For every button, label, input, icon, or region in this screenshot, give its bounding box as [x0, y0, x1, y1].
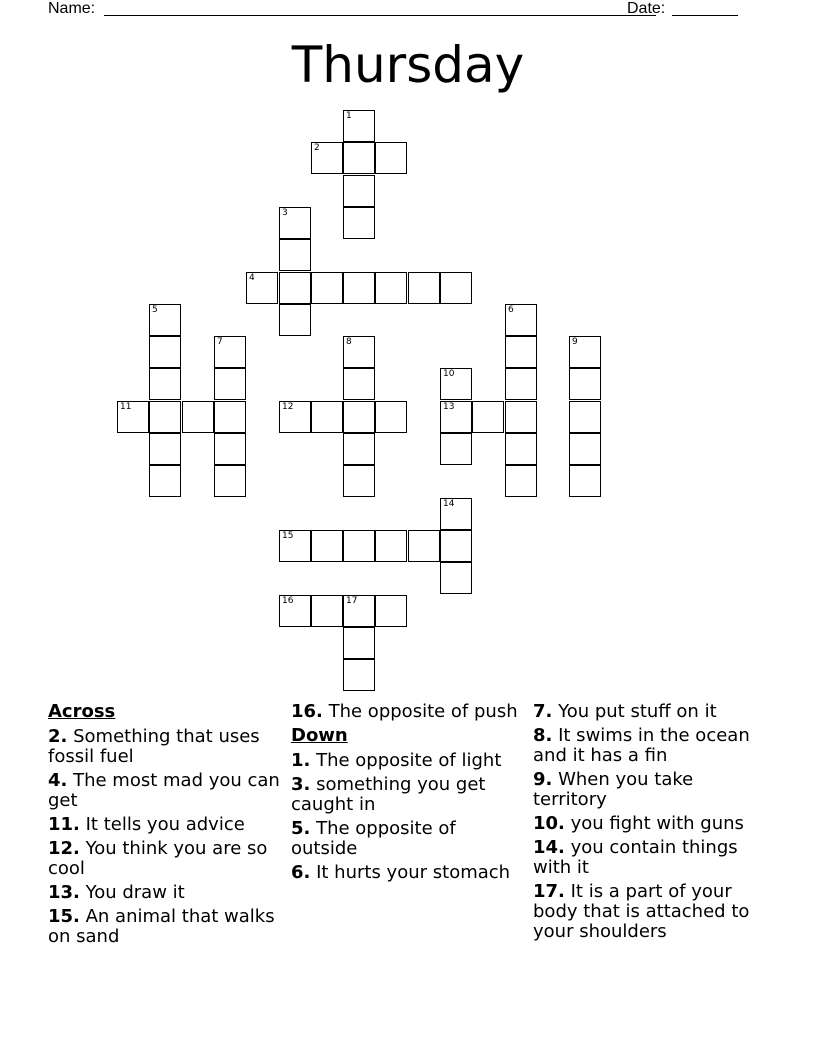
crossword-cell[interactable]: [311, 595, 343, 627]
clue-item: [291, 819, 523, 859]
down-clue-list: [291, 751, 523, 883]
clue-number: 9.: [533, 769, 553, 790]
cell-number: 3: [282, 208, 288, 218]
clue-text: It is a part of your body that is attached to your shoulders: [533, 881, 750, 942]
clue-text: It swims in the ocean and it has a fin: [533, 725, 750, 766]
crossword-cell[interactable]: [149, 465, 181, 497]
crossword-cell[interactable]: [279, 304, 311, 336]
crossword-cell[interactable]: [569, 336, 601, 368]
clue-item: [48, 839, 280, 879]
crossword-cell[interactable]: [505, 336, 537, 368]
crossword-cell[interactable]: [440, 433, 472, 465]
crossword-cell[interactable]: [375, 272, 407, 304]
cell-number: 5: [152, 305, 158, 315]
crossword-cell[interactable]: [279, 239, 311, 271]
crossword-cell[interactable]: [375, 142, 407, 174]
crossword-cell[interactable]: [343, 175, 375, 207]
crossword-cell[interactable]: [182, 401, 214, 433]
crossword-cell[interactable]: [311, 530, 343, 562]
clue-text: An animal that walks on sand: [48, 906, 275, 947]
clue-text: you fight with guns: [564, 813, 744, 834]
cell-number: 6: [508, 305, 514, 315]
clue-item: [533, 726, 765, 766]
crossword-cell[interactable]: [149, 401, 181, 433]
crossword-cell[interactable]: [569, 433, 601, 465]
crossword-cell[interactable]: [408, 272, 440, 304]
crossword-cell[interactable]: [440, 498, 472, 530]
clue-text: It tells you advice: [79, 814, 245, 835]
cell-number: 16: [282, 596, 294, 606]
crossword-cell[interactable]: [343, 465, 375, 497]
clue-number: 6.: [291, 862, 311, 883]
crossword-cell[interactable]: [311, 272, 343, 304]
crossword-cell[interactable]: [343, 110, 375, 142]
crossword-cell[interactable]: [343, 595, 375, 627]
clue-text: When you take territory: [533, 769, 694, 810]
down-clue-list-continued: [533, 702, 765, 942]
crossword-cell[interactable]: [343, 142, 375, 174]
cell-number: 9: [572, 337, 578, 347]
crossword-cell[interactable]: [440, 368, 472, 400]
clue-text: It hurts your stomach: [310, 862, 511, 883]
clue-number: 10.: [533, 813, 565, 834]
cell-number: 8: [346, 337, 352, 347]
clue-item: [533, 882, 765, 942]
crossword-cell[interactable]: [343, 530, 375, 562]
cell-number: 2: [314, 143, 320, 153]
crossword-cell[interactable]: [505, 465, 537, 497]
crossword-cell[interactable]: [311, 142, 343, 174]
clue-item: [48, 907, 280, 947]
clues-column-3: [533, 702, 765, 946]
crossword-cell[interactable]: [279, 272, 311, 304]
clues-column-2: [291, 702, 523, 887]
clue-item: [48, 771, 280, 811]
crossword-cell[interactable]: [214, 433, 246, 465]
crossword-cell[interactable]: [569, 401, 601, 433]
clue-number: 3.: [291, 774, 311, 795]
crossword-cell[interactable]: [505, 368, 537, 400]
crossword-cell[interactable]: [343, 368, 375, 400]
crossword-cell[interactable]: [149, 336, 181, 368]
crossword-cell[interactable]: [440, 530, 472, 562]
crossword-cell[interactable]: [279, 530, 311, 562]
crossword-cell[interactable]: [505, 401, 537, 433]
crossword-cell[interactable]: [279, 595, 311, 627]
across-heading: Across: [48, 701, 116, 722]
page-title: Thursday: [291, 36, 525, 94]
cell-number: 12: [282, 402, 294, 412]
clue-item: [48, 727, 280, 767]
cell-number: 1: [346, 111, 352, 121]
cell-number: 15: [282, 531, 294, 541]
crossword-cell[interactable]: [343, 336, 375, 368]
clue-item: [291, 775, 523, 815]
clue-item: [48, 883, 280, 903]
crossword-cell[interactable]: [279, 207, 311, 239]
clue-item: [48, 815, 280, 835]
clue-number: 17.: [533, 881, 565, 902]
crossword-cell[interactable]: [440, 272, 472, 304]
clue-number: 4.: [48, 770, 68, 791]
across-clue-list-continued: [291, 702, 523, 722]
clue-item: [533, 814, 765, 834]
cell-number: 11: [120, 402, 132, 412]
crossword-cell[interactable]: [149, 368, 181, 400]
crossword-cell[interactable]: [569, 368, 601, 400]
clue-item: [533, 770, 765, 810]
crossword-cell[interactable]: [246, 272, 278, 304]
crossword-cell[interactable]: [214, 401, 246, 433]
clue-number: 5.: [291, 818, 311, 839]
clue-number: 12.: [48, 838, 80, 859]
crossword-cell[interactable]: [343, 272, 375, 304]
clue-text: The opposite of light: [310, 750, 502, 771]
crossword-cell[interactable]: [505, 304, 537, 336]
cell-number: 14: [443, 499, 455, 509]
crossword-cell[interactable]: [149, 304, 181, 336]
crossword-cell[interactable]: [440, 401, 472, 433]
cell-number: 17: [346, 596, 358, 606]
across-clue-list: [48, 727, 280, 947]
clue-number: 11.: [48, 814, 80, 835]
clue-text: You draw it: [79, 882, 185, 903]
crossword-cell[interactable]: [440, 562, 472, 594]
crossword-cell[interactable]: [375, 530, 407, 562]
clue-text: The most mad you can get: [48, 770, 280, 811]
clue-text: something you get caught in: [291, 774, 486, 815]
cell-number: 4: [249, 273, 255, 283]
name-label: Name:: [48, 0, 96, 17]
crossword-cell[interactable]: [214, 368, 246, 400]
clue-item: [291, 863, 523, 883]
clue-text: The opposite of push: [322, 701, 518, 722]
crossword-cell[interactable]: [375, 595, 407, 627]
crossword-cell[interactable]: [214, 336, 246, 368]
crossword-cell[interactable]: [311, 401, 343, 433]
clue-text: You put stuff on it: [552, 701, 717, 722]
crossword-cell[interactable]: [408, 530, 440, 562]
date-label: Date:: [627, 0, 666, 17]
crossword-cell[interactable]: [343, 627, 375, 659]
clue-number: 1.: [291, 750, 311, 771]
crossword-cell[interactable]: [343, 207, 375, 239]
crossword-cell[interactable]: [214, 465, 246, 497]
clue-text: Something that uses fossil fuel: [48, 726, 260, 767]
cell-number: 10: [443, 369, 455, 379]
clue-number: 2.: [48, 726, 68, 747]
clue-number: 16.: [291, 701, 323, 722]
clues-column-1: [48, 702, 280, 951]
crossword-cell[interactable]: [343, 659, 375, 691]
crossword-cell[interactable]: [472, 401, 504, 433]
crossword-cell[interactable]: [117, 401, 149, 433]
clue-number: 7.: [533, 701, 553, 722]
clue-item: [291, 751, 523, 771]
crossword-cell[interactable]: [505, 433, 537, 465]
clue-number: 15.: [48, 906, 80, 927]
clue-number: 8.: [533, 725, 553, 746]
crossword-cell[interactable]: [375, 401, 407, 433]
clue-number: 13.: [48, 882, 80, 903]
clue-item: [533, 838, 765, 878]
clue-number: 14.: [533, 837, 565, 858]
crossword-cell[interactable]: [569, 465, 601, 497]
cell-number: 13: [443, 402, 455, 412]
clue-item: [533, 702, 765, 722]
down-heading: Down: [291, 725, 348, 746]
cell-number: 7: [217, 337, 223, 347]
crossword-cell[interactable]: [279, 401, 311, 433]
clue-text: You think you are so cool: [48, 838, 268, 879]
crossword-cell[interactable]: [343, 401, 375, 433]
clue-text: The opposite of outside: [291, 818, 456, 859]
clue-item: [291, 702, 523, 722]
clue-text: you contain things with it: [533, 837, 738, 878]
crossword-cell[interactable]: [343, 433, 375, 465]
crossword-cell[interactable]: [149, 433, 181, 465]
